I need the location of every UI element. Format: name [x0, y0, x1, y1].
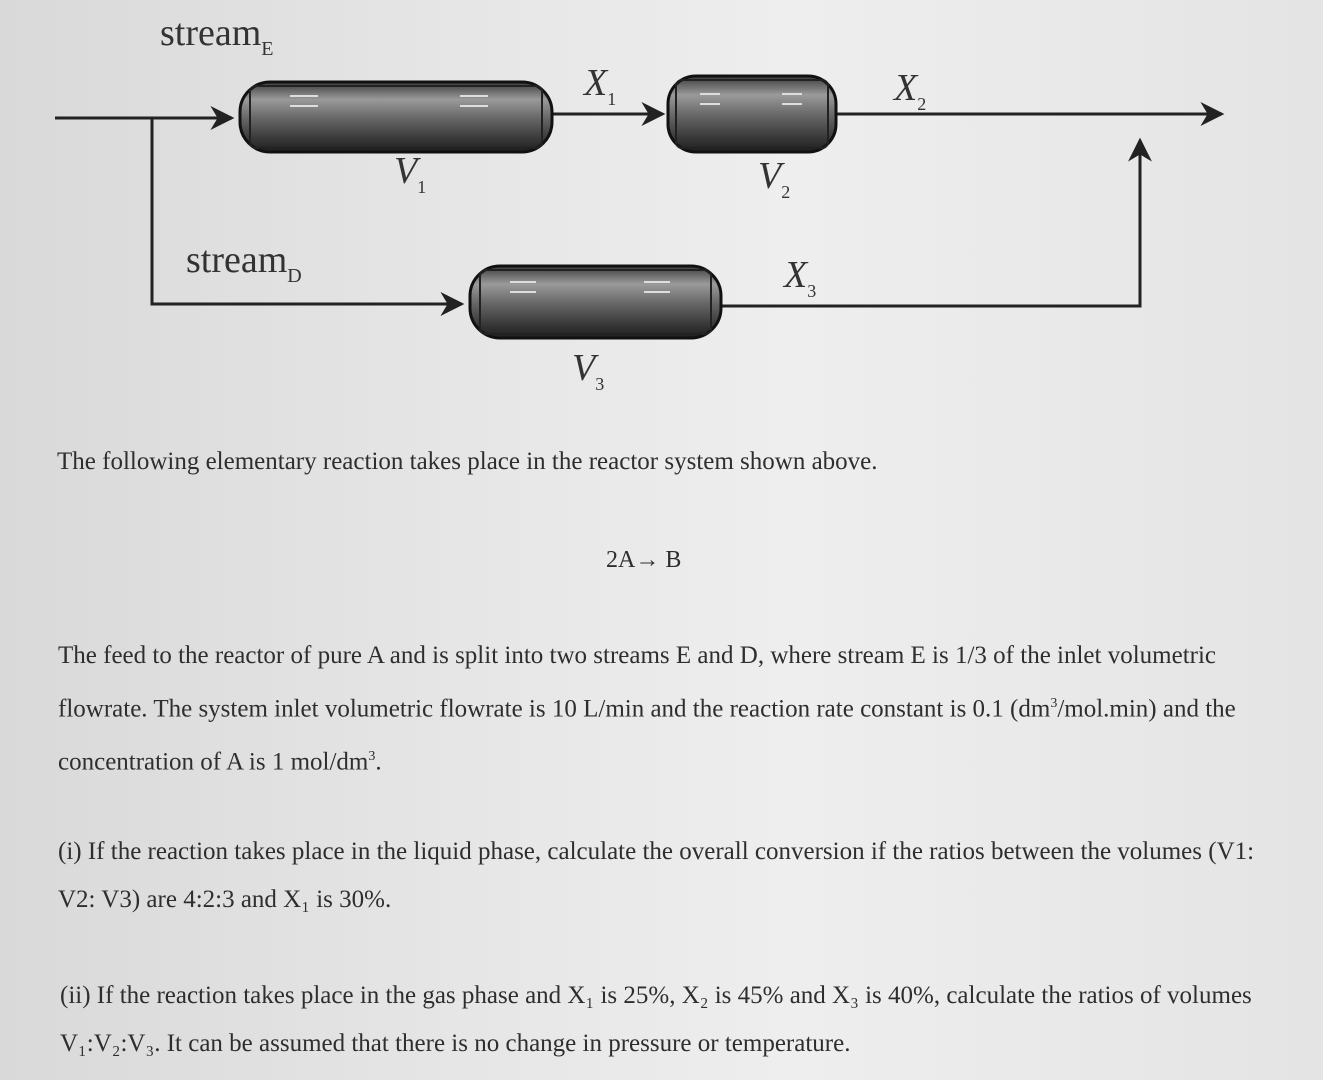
v3-label: $V_3$: [572, 347, 605, 394]
feed-text-2: /mol.min) and the concentration of A is 1 mol/dm: [58, 695, 1236, 776]
reactor-v2: [668, 76, 836, 152]
stream-e-label: stream$_E$: [160, 12, 274, 60]
question-i: (i) If the reaction takes place in the liquid phase, calculate the overall conversion if the ratios between the volumes (V1: V2: V3) are 4:2:3 and X₁ is 30%.: [58, 838, 1255, 913]
feed-exp-2: 3: [368, 749, 376, 765]
reactor-v1: [240, 82, 552, 152]
feed-text-3: .: [375, 748, 382, 776]
x2-label: $X_2$: [894, 67, 927, 114]
reaction-equation: 2A→ B: [606, 547, 682, 573]
intro-paragraph: The following elementary reaction takes place in the reactor system shown above.: [57, 448, 878, 475]
feed-text-1: The feed to the reactor of pure A and is split into two streams E and D, where stream E is 1/3 of the inlet volumetric flowrate. The system inlet volumetric flowrate is 10 L/min and the reaction rate constant is 0.1 (dm: [58, 642, 1217, 723]
reactor-v3: [470, 266, 721, 338]
x3-label: $X_3$: [784, 254, 817, 301]
reactor-diagram: [0, 0, 1323, 420]
v1-label: $V_1$: [394, 150, 427, 197]
v2-label: $V_2$: [758, 155, 791, 202]
x1-label: $X_1$: [584, 62, 617, 109]
feed-exp-1: 3: [1050, 696, 1058, 711]
stream-d-label: stream$_D$: [186, 239, 302, 287]
feed-paragraph: [58, 632, 1258, 787]
question-ii: (ii) If the reaction takes place in the gas phase and X₁ is 25%, X₂ is 45% and X₃ is 40%, calculate the ratios of volumes V₁:V₂:V₃. It can be assumed that there is no change in pressure or temperature.: [60, 982, 1252, 1057]
